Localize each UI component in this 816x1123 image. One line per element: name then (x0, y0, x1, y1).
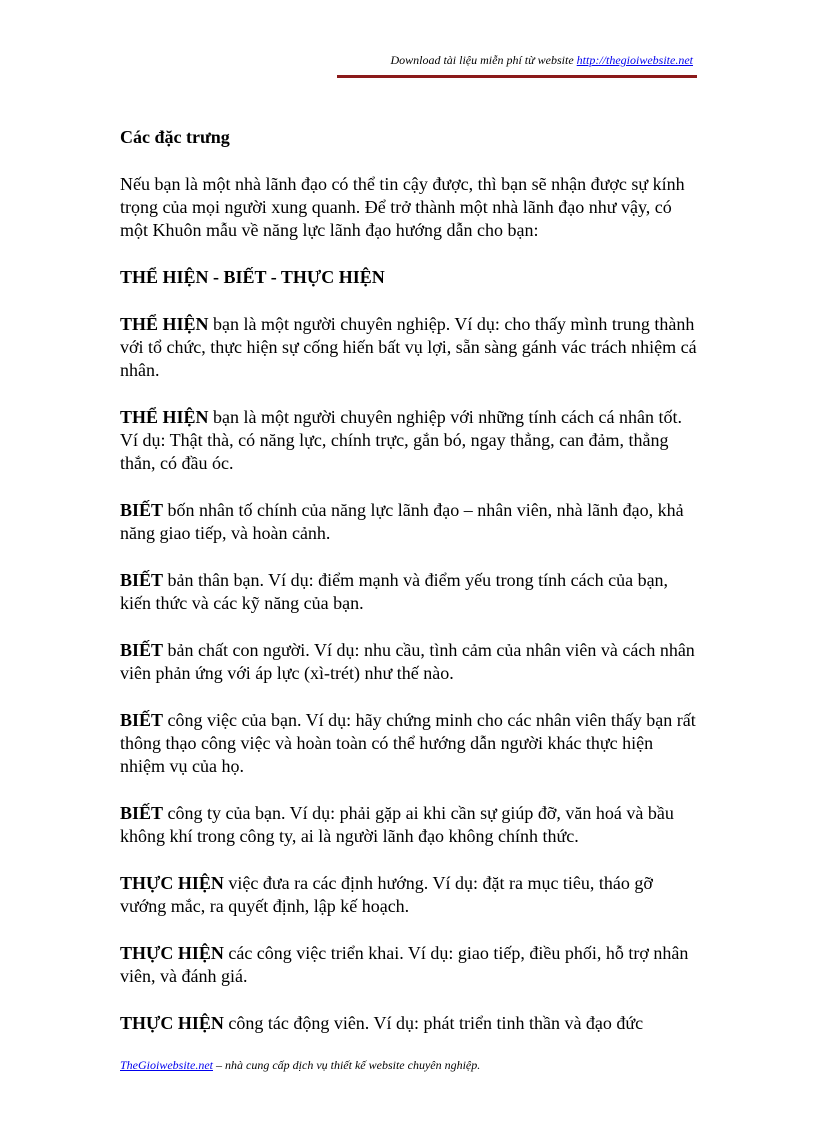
paragraph-lead: THỂ HIỆN (120, 407, 209, 427)
paragraph (120, 639, 700, 685)
section-title: Các đặc trưng (120, 127, 230, 147)
paragraph (120, 709, 700, 778)
paragraph-text: việc đưa ra các định hướng. Ví dụ: đặt ra mục tiêu, tháo gỡ vướng mắc, ra quyết định, lập kế hoạch. (120, 873, 653, 916)
paragraph (120, 313, 700, 382)
footer-text: – nhà cung cấp dịch vụ thiết kế website chuyên nghiệp. (213, 1058, 481, 1072)
paragraph (120, 942, 700, 988)
paragraph-text: công việc của bạn. Ví dụ: hãy chứng minh cho các nhân viên thấy bạn rất thông thạo công việc và hoàn toàn có thể hướng dẫn người khác thực hiện nhiệm vụ của họ. (120, 710, 696, 776)
paragraph (120, 569, 700, 615)
header-divider (337, 75, 697, 78)
paragraph-lead: BIẾT (120, 570, 164, 590)
paragraph-lead: BIẾT (120, 710, 164, 730)
paragraph-text: bạn là một người chuyên nghiệp với những tính cách cá nhân tốt. Ví dụ: Thật thà, có năng lực, chính trực, gắn bó, ngay thẳng, can đảm, thẳng thắn, có đầu óc. (120, 407, 682, 473)
paragraph-text: công ty của bạn. Ví dụ: phải gặp ai khi cần sự giúp đỡ, văn hoá và bầu không khí trong công ty, ai là người lãnh đạo không chính thức. (120, 803, 674, 846)
page-footer (120, 1057, 700, 1073)
footer-link[interactable]: TheGioiwebsite.net (120, 1058, 213, 1072)
header-link[interactable]: http://thegioiwebsite.net (576, 53, 693, 67)
paragraph (120, 872, 700, 918)
paragraph-text: bạn là một người chuyên nghiệp. Ví dụ: cho thấy mình trung thành với tổ chức, thực hiện sự cống hiến bất vụ lợi, sẵn sàng gánh vác trách nhiệm cá nhân. (120, 314, 697, 380)
paragraph (120, 406, 700, 475)
intro-paragraph: Nếu bạn là một nhà lãnh đạo có thể tin cậy được, thì bạn sẽ nhận được sự kính trọng của mọi người xung quanh. Để trở thành một nhà lãnh đạo như vậy, có một Khuôn mẫu về năng lực lãnh đạo hướng dẫn cho bạn: (120, 174, 685, 240)
section-heading: THỂ HIỆN - BIẾT - THỰC HIỆN (120, 267, 385, 287)
page-header (120, 52, 693, 68)
header-text: Download tài liệu miễn phí từ website (390, 53, 577, 67)
paragraph (120, 499, 700, 545)
paragraph-lead: THỰC HIỆN (120, 873, 224, 893)
paragraph-lead: THỰC HIỆN (120, 1013, 224, 1033)
paragraph-text: bản chất con người. Ví dụ: nhu cầu, tình cảm của nhân viên và cách nhân viên phản ứng với áp lực (xì-trét) như thế nào. (120, 640, 695, 683)
paragraph (120, 802, 700, 848)
paragraph-text: bốn nhân tố chính của năng lực lãnh đạo – nhân viên, nhà lãnh đạo, khả năng giao tiếp, và hoàn cảnh. (120, 500, 684, 543)
paragraph-lead: THỰC HIỆN (120, 943, 224, 963)
paragraph-lead: BIẾT (120, 500, 164, 520)
document-body (120, 126, 700, 1059)
paragraph-lead: BIẾT (120, 640, 164, 660)
paragraph-text: công tác động viên. Ví dụ: phát triển tinh thần và đạo đức (223, 1013, 644, 1033)
paragraph-lead: BIẾT (120, 803, 164, 823)
paragraph (120, 1012, 700, 1035)
paragraph-lead: THỂ HIỆN (120, 314, 209, 334)
paragraph-text: các công việc triển khai. Ví dụ: giao tiếp, điều phối, hỗ trợ nhân viên, và đánh giá. (120, 943, 689, 986)
paragraph-text: bản thân bạn. Ví dụ: điểm mạnh và điểm yếu trong tính cách của bạn, kiến thức và các kỹ năng của bạn. (120, 570, 669, 613)
